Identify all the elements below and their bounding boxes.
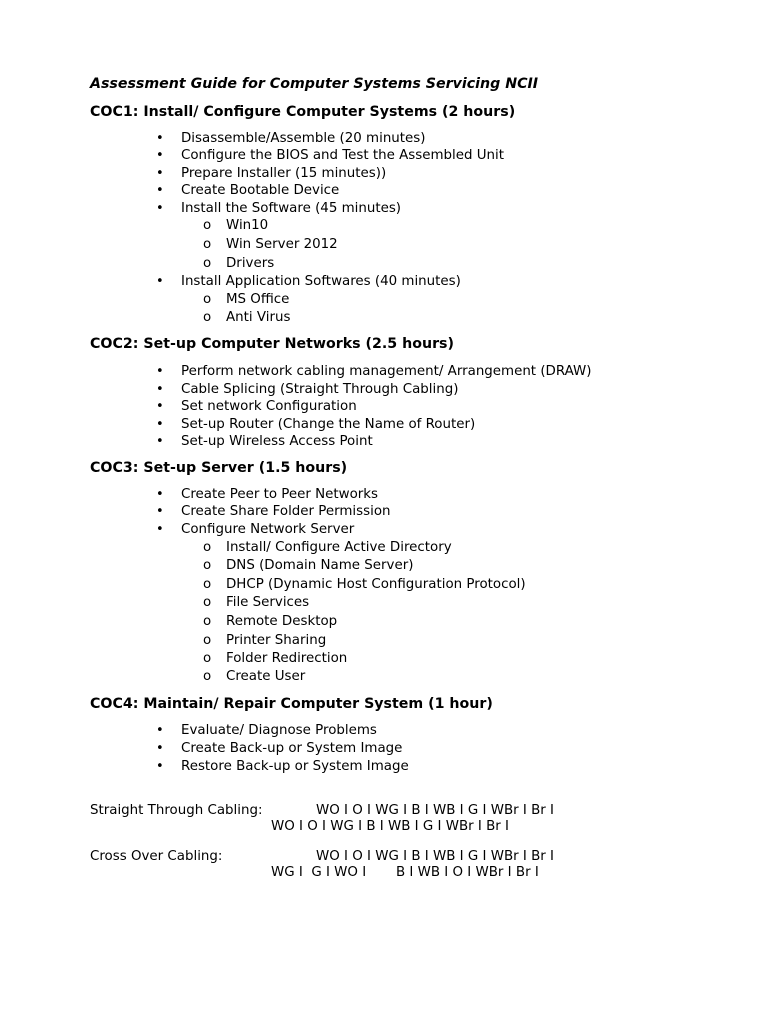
sub-bullet-icon: o bbox=[203, 614, 212, 629]
bullet-icon: • bbox=[156, 131, 164, 146]
page-title: Assessment Guide for Computer Systems Servicing NCII bbox=[90, 76, 539, 92]
list-item: • Install the Software (45 minutes) bbox=[156, 201, 402, 216]
sub-bullet-icon: o bbox=[203, 595, 212, 610]
sub-list-item: o File Services bbox=[203, 595, 310, 610]
list-item: • Install Application Softwares (40 minutes) bbox=[156, 274, 461, 289]
bullet-icon: • bbox=[156, 364, 164, 379]
sub-bullet-icon: o bbox=[203, 218, 212, 233]
sub-bullet-icon: o bbox=[203, 558, 212, 573]
list-item: • Disassemble/Assemble (20 minutes) bbox=[156, 131, 426, 146]
sub-list-item: o DNS (Domain Name Server) bbox=[203, 558, 414, 573]
sub-list-item: o Drivers bbox=[203, 256, 275, 271]
sub-bullet-icon: o bbox=[203, 633, 212, 648]
bullet-icon: • bbox=[156, 723, 164, 738]
sub-list-item: o Win Server 2012 bbox=[203, 237, 338, 252]
list-item: • Cable Splicing (Straight Through Cabling) bbox=[156, 382, 459, 397]
list-item: • Configure the BIOS and Test the Assembled Unit bbox=[156, 148, 504, 163]
bullet-icon: • bbox=[156, 434, 164, 449]
bullet-icon: • bbox=[156, 399, 164, 414]
list-item: • Set network Configuration bbox=[156, 399, 357, 414]
straight-through-sequence-2: WO I O I WG I B I WB I G I WBr I Br I bbox=[271, 819, 509, 834]
bullet-icon: • bbox=[156, 759, 164, 774]
bullet-icon: • bbox=[156, 201, 164, 216]
sub-list-item: o Printer Sharing bbox=[203, 633, 327, 648]
section-heading-coc4: COC4: Maintain/ Repair Computer System (1 hour) bbox=[90, 696, 493, 712]
bullet-icon: • bbox=[156, 166, 164, 181]
bullet-icon: • bbox=[156, 382, 164, 397]
straight-through-sequence-1: WO I O I WG I B I WB I G I WBr I Br I bbox=[316, 803, 554, 818]
bullet-icon: • bbox=[156, 522, 164, 537]
section-heading-coc3: COC3: Set-up Server (1.5 hours) bbox=[90, 460, 348, 476]
list-item: • Create Share Folder Permission bbox=[156, 504, 391, 519]
bullet-icon: • bbox=[156, 417, 164, 432]
sub-bullet-icon: o bbox=[203, 256, 212, 271]
section-heading-coc1: COC1: Install/ Configure Computer Systems (2 hours) bbox=[90, 104, 516, 120]
sub-list-item: o Create User bbox=[203, 669, 306, 684]
sub-list-item: o MS Office bbox=[203, 292, 290, 307]
cross-over-sequence-2: WG I G I WO I B I WB I O I WBr I Br I bbox=[271, 865, 539, 880]
section-heading-coc2: COC2: Set-up Computer Networks (2.5 hours) bbox=[90, 336, 454, 352]
sub-bullet-icon: o bbox=[203, 310, 212, 325]
list-item: • Restore Back-up or System Image bbox=[156, 759, 409, 774]
bullet-icon: • bbox=[156, 148, 164, 163]
bullet-icon: • bbox=[156, 487, 164, 502]
sub-bullet-icon: o bbox=[203, 577, 212, 592]
sub-list-item: o Remote Desktop bbox=[203, 614, 338, 629]
list-item: • Create Back-up or System Image bbox=[156, 741, 403, 756]
sub-bullet-icon: o bbox=[203, 651, 212, 666]
bullet-icon: • bbox=[156, 274, 164, 289]
list-item: • Prepare Installer (15 minutes)) bbox=[156, 166, 387, 181]
sub-bullet-icon: o bbox=[203, 669, 212, 684]
sub-bullet-icon: o bbox=[203, 292, 212, 307]
bullet-icon: • bbox=[156, 183, 164, 198]
list-item: • Set-up Router (Change the Name of Router) bbox=[156, 417, 476, 432]
cross-over-sequence-1: WO I O I WG I B I WB I G I WBr I Br I bbox=[316, 849, 554, 864]
list-item: • Create Peer to Peer Networks bbox=[156, 487, 379, 502]
list-item: • Set-up Wireless Access Point bbox=[156, 434, 373, 449]
sub-bullet-icon: o bbox=[203, 540, 212, 555]
sub-list-item: o Install/ Configure Active Directory bbox=[203, 540, 452, 555]
sub-list-item: o Win10 bbox=[203, 218, 269, 233]
list-item: • Create Bootable Device bbox=[156, 183, 340, 198]
sub-list-item: o DHCP (Dynamic Host Configuration Protocol) bbox=[203, 577, 526, 592]
sub-bullet-icon: o bbox=[203, 237, 212, 252]
sub-list-item: o Folder Redirection bbox=[203, 651, 348, 666]
straight-through-label: Straight Through Cabling: bbox=[90, 803, 263, 818]
list-item: • Evaluate/ Diagnose Problems bbox=[156, 723, 377, 738]
list-item: • Perform network cabling management/ Arrangement (DRAW) bbox=[156, 364, 592, 379]
cross-over-label: Cross Over Cabling: bbox=[90, 849, 223, 864]
list-item: • Configure Network Server bbox=[156, 522, 355, 537]
bullet-icon: • bbox=[156, 741, 164, 756]
bullet-icon: • bbox=[156, 504, 164, 519]
sub-list-item: o Anti Virus bbox=[203, 310, 291, 325]
